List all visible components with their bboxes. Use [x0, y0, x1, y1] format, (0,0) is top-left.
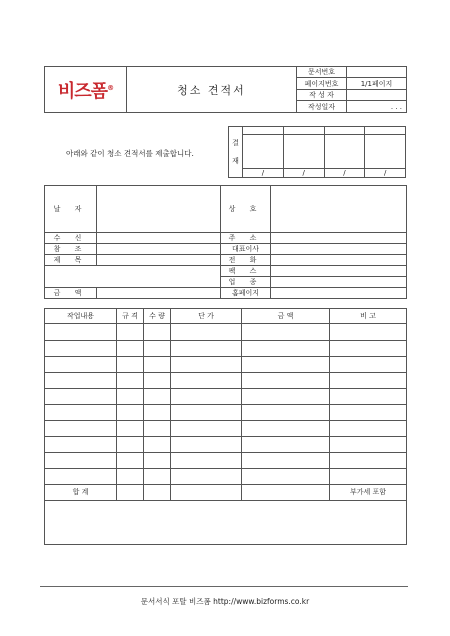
field-value[interactable]: [271, 266, 407, 277]
item-cell[interactable]: [45, 356, 117, 372]
meta-label: 페이지번호: [297, 78, 347, 90]
field-label: 주 소: [221, 233, 271, 244]
vat-note: 부가세 포함: [330, 484, 407, 500]
field-label: 상 호: [221, 186, 271, 233]
total-label: 합 계: [45, 484, 117, 500]
item-cell[interactable]: [45, 372, 117, 388]
item-cell[interactable]: [45, 420, 117, 436]
meta-label: 작성일자: [297, 101, 347, 113]
col-header: 비 고: [330, 309, 407, 324]
field-label: 제 목: [45, 255, 97, 266]
item-cell[interactable]: [330, 420, 407, 436]
item-cell[interactable]: [117, 420, 144, 436]
approval-date: /: [324, 169, 365, 178]
item-cell[interactable]: [144, 420, 171, 436]
field-label: 전 화: [221, 255, 271, 266]
field-label: 업 종: [221, 277, 271, 288]
item-cell[interactable]: [144, 436, 171, 452]
approval-head: [365, 127, 406, 135]
approval-date: /: [365, 169, 406, 178]
item-cell[interactable]: [242, 404, 330, 420]
item-cell[interactable]: [144, 388, 171, 404]
item-cell[interactable]: [330, 372, 407, 388]
amount-value[interactable]: [97, 288, 221, 299]
item-cell[interactable]: [171, 324, 242, 341]
item-cell[interactable]: [242, 468, 330, 484]
approval-date: /: [243, 169, 284, 178]
item-cell[interactable]: [144, 468, 171, 484]
item-cell[interactable]: [330, 404, 407, 420]
field-value[interactable]: [97, 233, 221, 244]
approval-sign: [324, 135, 365, 169]
item-cell[interactable]: [242, 420, 330, 436]
item-cell[interactable]: [117, 452, 144, 468]
field-value[interactable]: [271, 255, 407, 266]
header-block: [44, 66, 406, 112]
notes-row: [45, 501, 407, 545]
col-header: 작업내용: [45, 309, 117, 324]
col-header: 수 량: [144, 309, 171, 324]
item-cell[interactable]: [117, 372, 144, 388]
table-row: [45, 356, 407, 372]
total-row: [45, 484, 407, 500]
notes-area[interactable]: [45, 501, 407, 545]
item-cell[interactable]: [45, 340, 117, 356]
field-label: 수 신: [45, 233, 97, 244]
amount-label: 금 액: [45, 288, 97, 299]
item-cell[interactable]: [242, 324, 330, 341]
item-cell[interactable]: [330, 356, 407, 372]
item-cell[interactable]: [117, 356, 144, 372]
item-cell[interactable]: [171, 420, 242, 436]
table-row: [45, 420, 407, 436]
table-row: [45, 388, 407, 404]
total-value[interactable]: [242, 484, 330, 500]
item-cell[interactable]: [242, 452, 330, 468]
item-cell[interactable]: [144, 356, 171, 372]
item-cell[interactable]: [171, 436, 242, 452]
approval-date: /: [283, 169, 324, 178]
table-row: [45, 372, 407, 388]
doc-title: 청소 견적서: [127, 67, 297, 113]
item-cell[interactable]: [330, 468, 407, 484]
client-info-table: [44, 185, 406, 299]
item-cell[interactable]: [45, 452, 117, 468]
item-cell[interactable]: [242, 340, 330, 356]
approval-sign: [243, 135, 284, 169]
item-cell[interactable]: [144, 372, 171, 388]
items-table: [44, 308, 406, 545]
item-cell[interactable]: [117, 436, 144, 452]
col-header: 단 가: [171, 309, 242, 324]
item-cell[interactable]: [171, 388, 242, 404]
meta-value: [347, 90, 407, 101]
blank-cell: [45, 266, 221, 288]
footer-text: 문서서식 포탈 비즈폼 http://www.bizforms.co.kr: [140, 597, 310, 606]
item-cell[interactable]: [330, 324, 407, 341]
approval-head: [283, 127, 324, 135]
field-value[interactable]: [271, 277, 407, 288]
field-label: 날 자: [45, 186, 97, 233]
table-row: [45, 324, 407, 341]
item-cell[interactable]: [242, 356, 330, 372]
item-cell[interactable]: [144, 324, 171, 341]
col-header: 규 격: [117, 309, 144, 324]
item-cell[interactable]: [45, 404, 117, 420]
item-cell[interactable]: [144, 340, 171, 356]
item-cell[interactable]: [117, 324, 144, 341]
item-cell[interactable]: [330, 340, 407, 356]
table-row: [45, 340, 407, 356]
field-value[interactable]: [271, 233, 407, 244]
item-cell[interactable]: [171, 372, 242, 388]
item-cell[interactable]: [45, 324, 117, 341]
table-row: [45, 436, 407, 452]
item-cell[interactable]: [171, 404, 242, 420]
item-cell[interactable]: [171, 468, 242, 484]
meta-value: 1/1페이지: [347, 78, 407, 90]
approval-sign: [283, 135, 324, 169]
item-cell[interactable]: [45, 388, 117, 404]
item-cell[interactable]: [144, 404, 171, 420]
item-cell[interactable]: [117, 388, 144, 404]
field-value[interactable]: [97, 244, 221, 255]
approval-head: [324, 127, 365, 135]
col-header: 금 액: [242, 309, 330, 324]
item-cell[interactable]: [330, 452, 407, 468]
item-cell[interactable]: [117, 340, 144, 356]
meta-value: [347, 67, 407, 78]
field-label: 대표이사: [221, 244, 271, 255]
item-cell[interactable]: [242, 372, 330, 388]
item-cell[interactable]: [45, 436, 117, 452]
field-value[interactable]: [271, 244, 407, 255]
approval-head: [243, 127, 284, 135]
approval-sign: [365, 135, 406, 169]
items-header-row: [45, 309, 407, 324]
field-value[interactable]: [97, 255, 221, 266]
field-label: 팩 스: [221, 266, 271, 277]
intro-text: 아래와 같이 청소 견적서를 제출합니다.: [66, 149, 194, 158]
logo-cell: [45, 67, 127, 113]
field-value[interactable]: [271, 288, 407, 299]
table-row: [45, 404, 407, 420]
meta-value: . . .: [347, 101, 407, 113]
item-cell[interactable]: [242, 388, 330, 404]
table-row: [45, 468, 407, 484]
item-cell[interactable]: [144, 452, 171, 468]
meta-label: 작 성 자: [297, 90, 347, 101]
item-cell[interactable]: [171, 452, 242, 468]
field-value[interactable]: [97, 186, 221, 233]
item-cell[interactable]: [171, 340, 242, 356]
item-cell[interactable]: [330, 388, 407, 404]
item-cell[interactable]: [45, 468, 117, 484]
approval-box: [228, 126, 406, 177]
bizforms-logo: 비즈폼®: [57, 80, 114, 102]
field-label: 홈페이지: [221, 288, 271, 299]
footer-line: [40, 586, 408, 587]
approval-label: 결 재: [229, 127, 243, 178]
item-cell[interactable]: [330, 436, 407, 452]
meta-label: 문서번호: [297, 67, 347, 78]
item-cell[interactable]: [117, 404, 144, 420]
field-value[interactable]: [271, 186, 407, 233]
table-row: [45, 452, 407, 468]
field-label: 참 조: [45, 244, 97, 255]
item-cell[interactable]: [171, 356, 242, 372]
item-cell[interactable]: [117, 468, 144, 484]
item-cell[interactable]: [242, 436, 330, 452]
